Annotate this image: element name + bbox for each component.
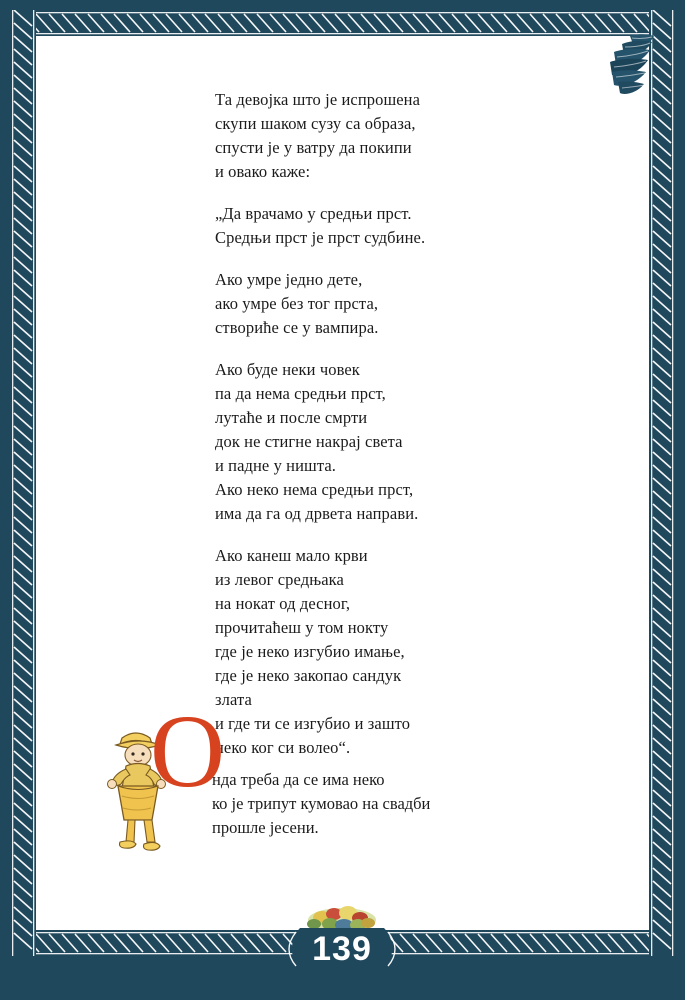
poem-line: Ако канеш мало крви [215,546,368,565]
paragraph-line: нда треба да се има неко [212,770,385,789]
poem-stanza [215,88,535,184]
poem-stanza [215,202,535,250]
rope-border-right [649,10,675,956]
poem-line: где је неко закопао сандук [215,666,402,685]
poem-line: и овако каже: [215,162,311,181]
poem-line: лутаће и после смрти [215,408,368,427]
poem-body [215,88,535,778]
page-number-text: 139 [312,930,372,968]
page-number-badge [272,900,412,996]
poem-line: на нокат од десног, [215,594,351,613]
paragraph-line: ко је трипут кумовао на свадби [212,794,431,813]
poem-line: Ако умре једно дете, [215,270,363,289]
poem-line: и где ти се изгубио и зашто [215,714,411,733]
poem-line: и падне у ништа. [215,456,336,475]
poem-stanza [215,268,535,340]
poem-line: Та девојка што је испрошена [215,90,421,109]
rope-border-left [10,10,36,956]
poem-stanza [215,544,535,760]
dropcap-text [212,768,532,840]
leaf-ornament-icon [570,30,656,116]
poem-line: Средњи прст је прст судбине. [215,228,426,247]
drop-cap-initial: О [150,694,226,809]
poem-line: створиће се у вампира. [215,318,379,337]
paragraph-line: прошле јесени. [212,818,319,837]
poem-line: „Да врачамо у средњи прст. [215,204,412,223]
poem-line: неко ког си волео“. [215,738,351,757]
poem-line: има да га од дрвета направи. [215,504,419,523]
poem-line: прочитаћеш у том нокту [215,618,389,637]
poem-line: док не стигне накрај света [215,432,403,451]
poem-line: па да нема средњи прст, [215,384,386,403]
poem-line: где је неко изгубио имање, [215,642,405,661]
poem-line: из левог средњака [215,570,344,589]
poem-line: Ако неко нема средњи прст, [215,480,414,499]
poem-line: Ако буде неки човек [215,360,360,379]
poem-line: злата [215,690,252,709]
poem-line: скупи шаком сузу са образа, [215,114,416,133]
poem-stanza [215,358,535,526]
poem-line: спусти је у ватру да покипи [215,138,412,157]
poem-line: ако умре без тог прста, [215,294,379,313]
